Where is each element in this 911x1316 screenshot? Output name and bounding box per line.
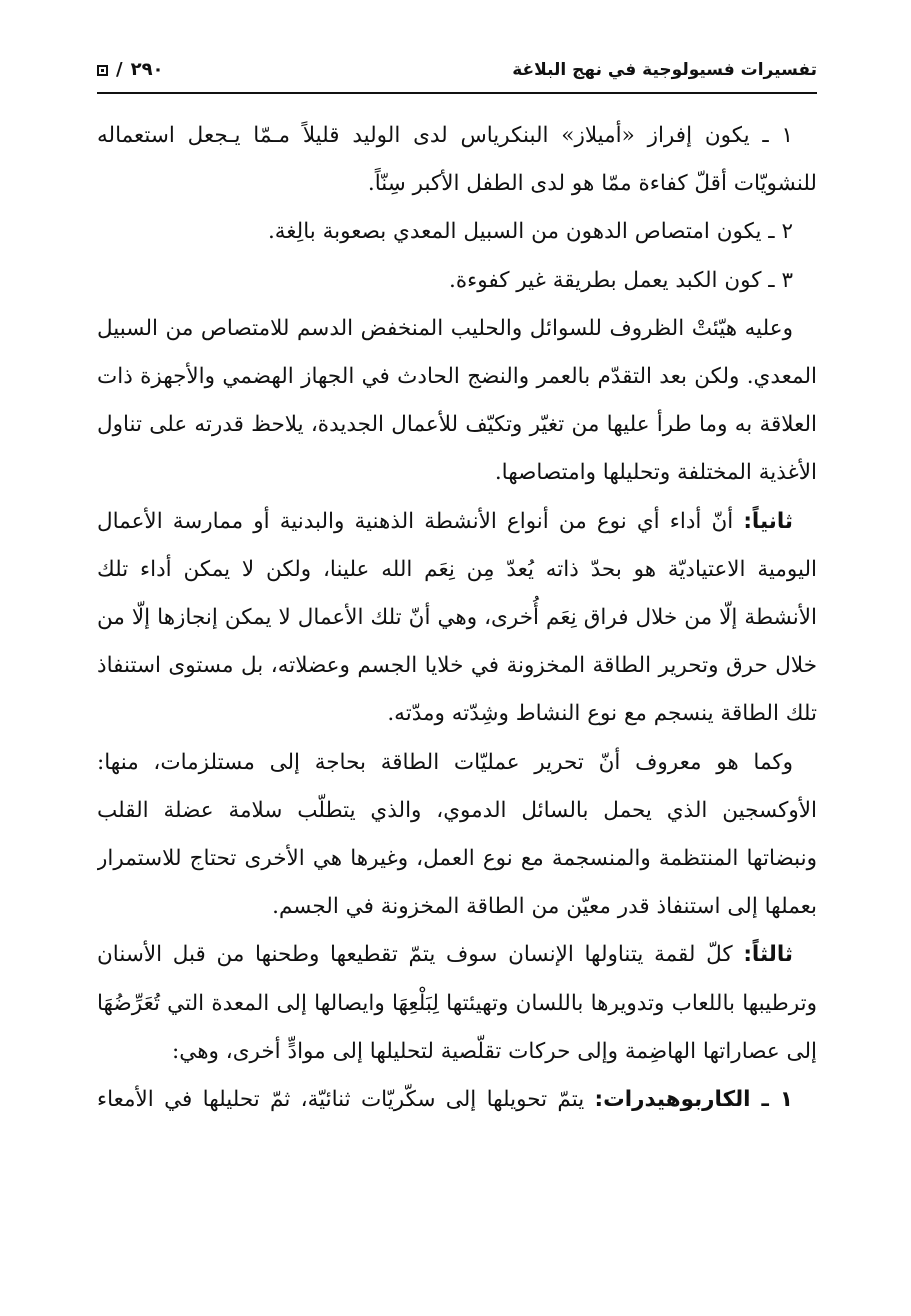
paragraph [97,305,817,498]
numbered-point-2 [97,208,817,256]
paragraph-text: يتمّ تحويلها إلى سكّريّات ثنائيّة، ثمّ تحليلها في الأمعاء [97,1087,595,1113]
paragraph-text: ١ ـ يكون إفراز «أميلاز» البنكرياس لدى الوليد قليلاً مـمّا يـجعل استعماله للنشويّات أقلّ كفاءة ممّا هو لدى الطفل الأكبر سِنّاً. [97,123,817,197]
page-number: ٢٩٠ [130,59,164,80]
numbered-point-carbohydrates [97,1076,817,1124]
page-number-group [97,58,164,82]
paragraph-text: وكما هو معروف أنّ تحرير عمليّات الطاقة بحاجة إلى مستلزمات، منها: الأوكسجين الذي يحمل بالسائل الدموي، والذي يتطلّب سلامة عضلة القلب ونبضاتها المنتظمة والمنسجمة مع نوع العمل، وغيرها هي الأخرى تحتاج للاستمرار بعملها إلى استنفاذ قدر معيّن من الطاقة المخزونة في الجسم. [97,749,817,920]
paragraph-text: ٢ ـ يكون امتصاص الدهون من السبيل المعدي بصعوبة بالِغة. [267,219,793,245]
running-title: تفسيرات فسيولوجية في نهج البلاغة [512,60,817,80]
paragraph-lead: ثانياً: [743,508,793,534]
paragraph-text: كلّ لقمة يتناولها الإنسان سوف يتمّ تقطيعها وطحنها من قبل الأسنان وترطيبها باللعاب وتدويرها باللسان وتهيئتها لِبَلْعِهَا وايصالها إلى المعدة التي تُعَرِّضُهَا إلى عصاراتها الهاضِمة وإلى حركات تقلّصية لتحليلها إلى موادٍّ أخرى، وهي: [97,942,817,1064]
paragraph [97,739,817,932]
page-number-separator: / [116,59,123,80]
numbered-point-3 [97,257,817,305]
paragraph-lead: ١ ـ الكاربوهيدرات: [594,1087,793,1113]
header-rule [97,92,817,94]
paragraph-lead: ثالثاً: [743,942,793,968]
paragraph-text: أنّ أداء أي نوع من أنواع الأنشطة الذهنية والبدنية أو ممارسة الأعمال اليومية الاعتياديّة هو بحدّ ذاته يُعدّ مِن نِعَم الله علينا، ولكن لا يمكن أداء تلك الأنشطة إلّا من خلال فراق نِعَم أُخرى، وهي أنّ تلك الأعمال لا يمكن إنجازها إلّا من خلال حرق وتحرير الطاقة المخزونة في خلايا الجسم وعضلاته، بل مستوى استنفاذ تلك الطاقة ينسجم مع نوع النشاط وشِدّته ومدّته. [97,508,817,727]
paragraph-text: ٣ ـ كون الكبد يعمل بطريقة غير كفوءة. [449,267,793,293]
paragraph-third-point [97,931,817,1076]
numbered-point-1 [97,112,817,208]
page-header [97,46,817,82]
paragraph-text: وعليه هيّئتْ الظروف للسوائل والحليب المنخفض الدسم للامتصاص من السبيل المعدي. ولكن بعد التقدّم بالعمر والنضج الحادث في الجهاز الهضمي والأجهزة ذات العلاقة به وما طرأ عليها من تغيّر وتكيّف للأعمال الجديدة، يلاحظ قدرته على تناول الأغذية المختلفة وتحليلها وامتصاصها. [97,315,817,486]
body-text [97,112,817,1312]
ornament-square-icon [97,65,108,76]
paragraph-second-point [97,498,817,739]
